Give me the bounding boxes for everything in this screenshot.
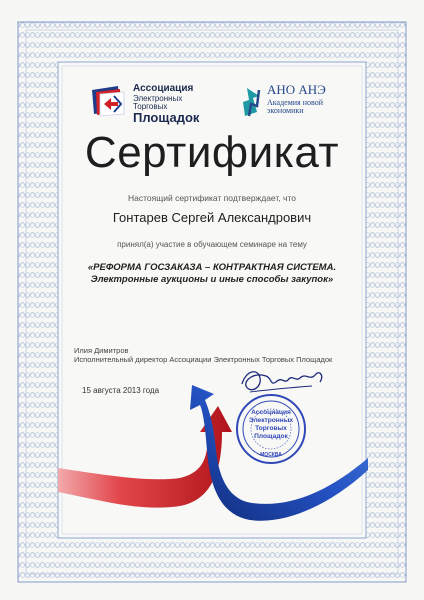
official-stamp [235,393,307,465]
signatory-position: Исполнительный директор Ассоциации Электронных Торговых Площадок [74,355,333,364]
stamp-line3: Торговых [255,425,287,432]
ane-logo-title: АНО АНЭ [267,82,326,97]
aetp-logo-line3: Торговых [133,101,168,111]
aetp-logo-line2: Электронных [133,93,183,103]
confirm-text: Настоящий сертификат подтверждает, что [127,193,296,203]
certificate-date: 15 августа 2013 года [82,386,160,395]
seminar-topic-line1: «РЕФОРМА ГОСЗАКАЗА – КОНТРАКТНАЯ СИСТЕМА. [87,262,337,273]
certificate-title: Сертификат [84,128,340,177]
aetp-logo-line1: Ассоциация [133,83,194,94]
stamp-line1: Ассоциация [251,409,291,416]
participation-text: принял(а) участие в обучающем семинаре на тему [117,240,307,249]
aetp-logo-line4: Площадок [133,110,200,126]
ane-logo-subtitle-line1: Академия новой [267,98,324,107]
stamp-line4: Площадок [254,433,288,440]
recipient-name: Гонтарев Сергей Александрович [112,210,312,225]
stamp-line2: Электронных [248,417,294,424]
stamp-city: МОСКВА [260,452,282,458]
seminar-topic-line2: Электронные аукционы и иные способы закупок» [90,273,334,285]
signatory-name: Илия Димитров [74,346,129,355]
ane-logo-subtitle-line2: экономики [267,106,304,116]
